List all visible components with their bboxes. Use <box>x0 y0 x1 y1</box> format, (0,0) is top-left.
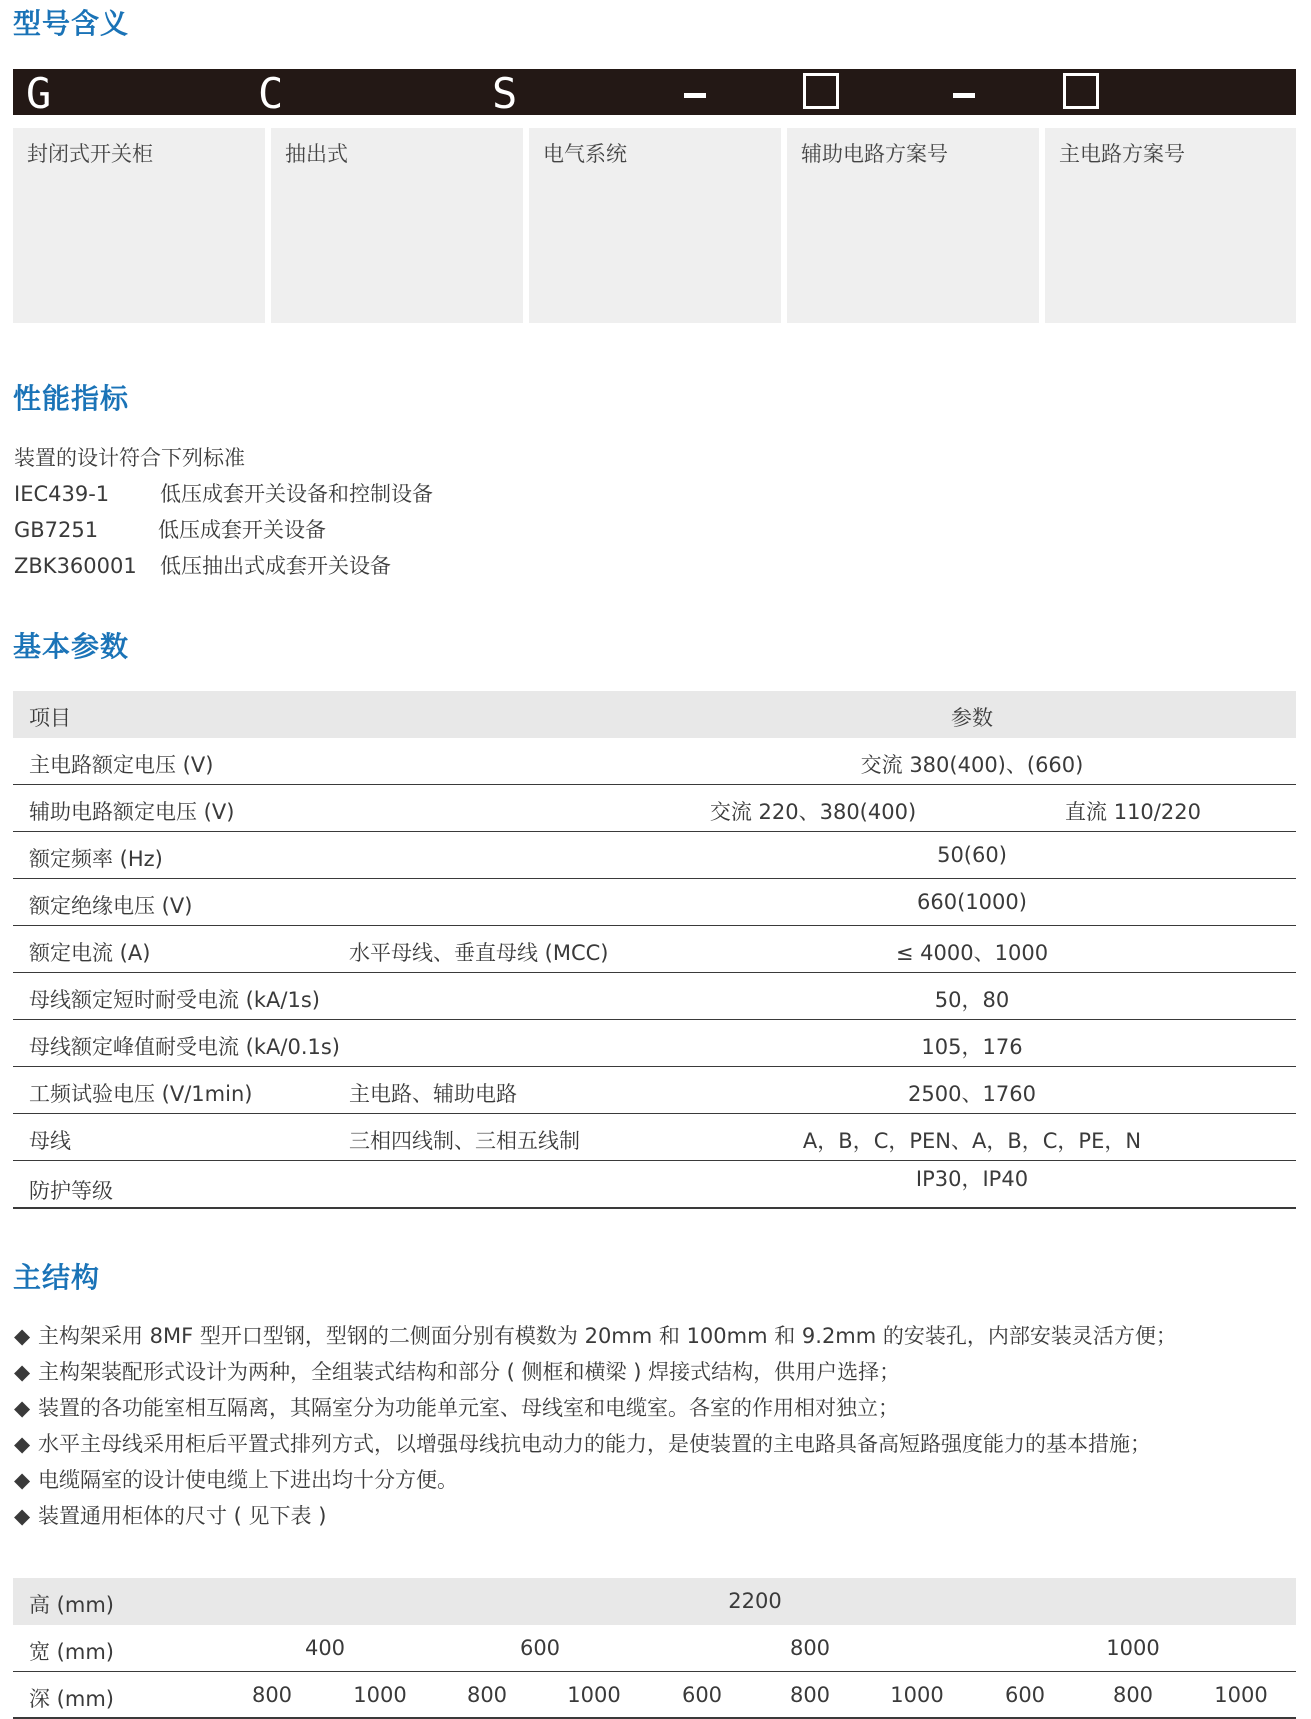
model-dash-2 <box>953 93 975 98</box>
row-item: 辅助电路额定电压 (V) <box>29 800 235 824</box>
table-row <box>13 973 1296 1020</box>
row-item: 母线额定短时耐受电流 (kA/1s) <box>29 988 320 1012</box>
dim-label: 深 (mm) <box>29 1687 114 1711</box>
table-row <box>13 1161 1296 1209</box>
row-item: 母线 <box>29 1129 71 1153</box>
dim-value: 400 <box>304 1636 346 1660</box>
section-title-performance: 性能指标 <box>13 382 130 415</box>
list-item-text: 主构架采用 8MF 型开口型钢，型钢的二侧面分别有模数为 20mm 和 100mm 和 9.2mm 的安装孔，内部安装灵活方便； <box>38 1324 1177 1348</box>
list-item-text: 水平主母线采用柜后平置式排列方式，以增强母线抗电动力的能力，是使装置的主电路具备高短路强度能力的基本措施； <box>38 1432 1151 1456</box>
model-placeholder-box-1 <box>803 73 839 109</box>
section-title-params: 基本参数 <box>13 630 130 663</box>
dim-row-depth <box>13 1672 1296 1719</box>
model-desc-cell <box>13 128 265 323</box>
dim-value: 800 <box>466 1683 508 1707</box>
list-item-text: 装置通用柜体的尺寸 ( 见下表 ) <box>38 1504 327 1528</box>
model-letter-s: S <box>492 69 518 118</box>
model-desc-label: 抽出式 <box>285 142 348 166</box>
table-row <box>13 1067 1296 1114</box>
row-item: 额定频率 (Hz) <box>29 847 163 871</box>
dim-value: 1000 <box>1214 1683 1268 1707</box>
list-item <box>14 1500 326 1530</box>
model-code-bar <box>13 69 1296 118</box>
dim-label: 宽 (mm) <box>29 1640 114 1664</box>
model-desc-cell <box>529 128 781 323</box>
row-item: 工频试验电压 (V/1min) <box>29 1082 253 1106</box>
standard-line <box>14 514 326 544</box>
standards-intro: 装置的设计符合下列标准 <box>14 446 245 470</box>
dim-value: 800 <box>1112 1683 1154 1707</box>
list-item-text: 主构架装配形式设计为两种，全组装式结构和部分 ( 侧框和横梁 ) 焊接式结构，供用户选择； <box>38 1360 901 1384</box>
dim-value: 1000 <box>890 1683 944 1707</box>
model-dash-1 <box>684 93 706 98</box>
row-item: 额定绝缘电压 (V) <box>29 894 193 918</box>
row-item: 主电路额定电压 (V) <box>29 753 214 777</box>
dim-value: 800 <box>251 1683 293 1707</box>
row-value: 50(60) <box>937 843 1007 867</box>
list-item-text: 装置的各功能室相互隔离，其隔室分为功能单元室、母线室和电缆室。各室的作用相对独立； <box>38 1396 899 1420</box>
table-row <box>13 785 1296 832</box>
model-desc-label: 辅助电路方案号 <box>801 142 948 166</box>
table-row <box>13 832 1296 879</box>
standard-line <box>14 550 391 580</box>
table-row <box>13 879 1296 926</box>
model-letter-g: G <box>26 69 52 118</box>
table-row <box>13 1114 1296 1161</box>
diamond-icon: ◆ <box>14 1324 31 1348</box>
table-row <box>13 926 1296 973</box>
list-item <box>14 1428 1151 1458</box>
standard-code: IEC439-1 <box>14 482 110 506</box>
diamond-icon: ◆ <box>14 1396 31 1420</box>
dim-value: 1000 <box>1106 1636 1160 1660</box>
row-value: 105，176 <box>921 1035 1023 1059</box>
header-value: 参数 <box>951 706 993 730</box>
section-title-model: 型号含义 <box>13 7 130 40</box>
standard-code: ZBK360001 <box>14 554 137 578</box>
list-item-text: 电缆隔室的设计使电缆上下进出均十分方便。 <box>38 1468 458 1492</box>
list-item <box>14 1356 900 1386</box>
model-desc-label: 封闭式开关柜 <box>27 142 153 166</box>
model-desc-cell <box>271 128 523 323</box>
table-row <box>13 738 1296 785</box>
row-item: 母线额定峰值耐受电流 (kA/0.1s) <box>29 1035 341 1059</box>
header-item: 项目 <box>29 706 71 730</box>
model-desc-cell <box>1045 128 1296 323</box>
dim-value: 800 <box>789 1683 831 1707</box>
row-sub: 水平母线、垂直母线 (MCC) <box>349 941 609 965</box>
standard-name: 低压成套开关设备 <box>158 518 326 542</box>
row-value: 交流 220、380(400) <box>709 800 917 824</box>
row-value: 2500、1760 <box>908 1082 1036 1106</box>
model-desc-label: 电气系统 <box>543 142 627 166</box>
list-item <box>14 1320 1177 1350</box>
row-sub: 三相四线制、三相五线制 <box>349 1129 580 1153</box>
dim-value: 1000 <box>567 1683 621 1707</box>
row-value: 660(1000) <box>917 890 1027 914</box>
table-row <box>13 1020 1296 1067</box>
diamond-icon: ◆ <box>14 1468 31 1492</box>
model-placeholder-box-2 <box>1063 73 1099 109</box>
list-item <box>14 1392 899 1422</box>
row-value: 交流 380(400)、(660) <box>860 753 1084 777</box>
row-item: 防护等级 <box>29 1179 113 1203</box>
dim-value: 800 <box>789 1636 831 1660</box>
model-desc-label: 主电路方案号 <box>1059 142 1185 166</box>
dim-value: 600 <box>519 1636 561 1660</box>
row-item: 额定电流 (A) <box>29 941 151 965</box>
dim-value: 600 <box>681 1683 723 1707</box>
dim-label: 高 (mm) <box>29 1593 114 1617</box>
row-value: 50，80 <box>934 988 1010 1012</box>
diamond-icon: ◆ <box>14 1432 31 1456</box>
list-item <box>14 1464 458 1494</box>
row-value: ≤ 4000、1000 <box>895 941 1049 965</box>
row-value-2: 直流 110/220 <box>1065 800 1201 824</box>
dim-value: 600 <box>1004 1683 1046 1707</box>
row-value: A，B，C，PEN、A，B，C，PE，N <box>802 1129 1142 1153</box>
dim-value: 1000 <box>353 1683 407 1707</box>
standard-name: 低压成套开关设备和控制设备 <box>160 482 433 506</box>
diamond-icon: ◆ <box>14 1504 31 1528</box>
standard-line <box>14 478 433 508</box>
model-letter-c: C <box>258 69 284 118</box>
section-title-structure: 主结构 <box>13 1261 101 1294</box>
model-desc-cell <box>787 128 1039 323</box>
standard-name: 低压抽出式成套开关设备 <box>160 554 391 578</box>
dim-row-width <box>13 1625 1296 1672</box>
row-sub: 主电路、辅助电路 <box>349 1082 517 1106</box>
diamond-icon: ◆ <box>14 1360 31 1384</box>
params-header-row <box>13 691 1296 738</box>
standard-code: GB7251 <box>14 518 99 542</box>
dim-row-height <box>13 1578 1296 1625</box>
dim-value: 2200 <box>728 1589 782 1613</box>
row-value: IP30，IP40 <box>915 1167 1029 1191</box>
